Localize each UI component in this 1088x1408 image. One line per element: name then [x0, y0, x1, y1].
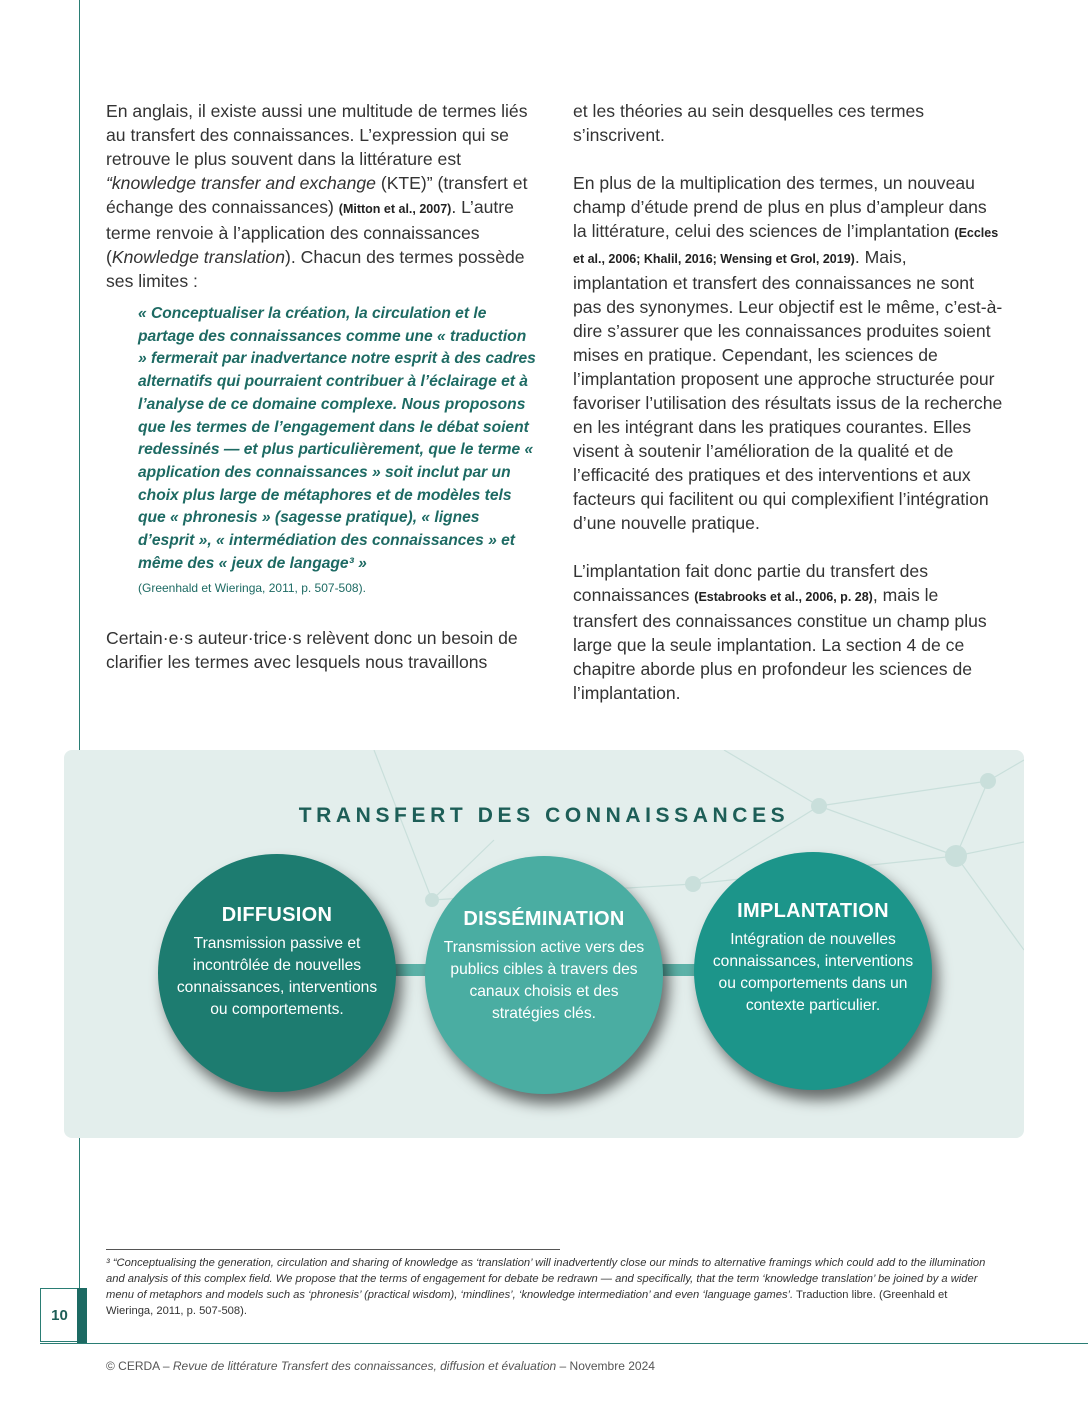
diffusion-circle: [158, 854, 396, 1092]
infographic-panel: [64, 750, 1024, 1138]
circle-heading: IMPLANTATION: [737, 900, 889, 922]
footnote: ³ “Conceptualising the generation, circulation and sharing of knowledge as ‘translation’ will inadvertently close our minds to alternative framings which could add to the illumination and analysis of this complex field. We propose that the terms of engagement for debate be redrawn — and specifically, that the term ‘knowledge translation’ be joined by a wider menu of metaphors and models such as ‘phronesis’ (practical wisdom), ‘mindlines’, ‘knowledge intermediation’ and even ‘language games’. Traduction libre. (Greenhald et Wieringa, 2011, p. 507-508).: [106, 1257, 986, 1317]
left-paragraph-2: Certain·e·s auteur·trice·s relèvent donc un besoin de clarifier les termes avec lesquels nous travaillons: [106, 628, 518, 673]
block-quote: [138, 303, 538, 600]
right-paragraph-2: En plus de la multiplication des termes, un nouveau champ d’étude prend de plus en plus d’ampleur dans la littérature, celui des sciences de l’implantation (Eccles et al., 2006; Khalil, 2016; Wensing et Grol, 2019). Mais, implantation et transfert des connaissances ne sont pas des synonymes. Leur objectif est le même, c’est-à-dire s’assurer que les connaissances produites soient mises en pratique. Cependant, les sciences de l’implantation proposent une approche structurée pour favoriser l’utilisation des résultats issus de la recherche en les intégrant dans les pratiques courantes. Elles visent à soutenir l’amélioration de la qualité et de l’efficacité des pratiques et des interventions et aux facteurs qui facilitent ou qui complexifient l’intégration d’une nouvelle pratique.: [573, 173, 1003, 533]
page-number: 10: [40, 1288, 78, 1342]
dissemination-circle: [425, 856, 663, 1094]
kte-term: “knowledge transfer and exchange: [106, 173, 376, 193]
page-number-bar: [77, 1288, 87, 1343]
circle-description: Intégration de nouvelles connaissances, interventions ou comportements dans un contexte particulier.: [712, 931, 914, 1014]
quote-citation: (Greenhald et Wieringa, 2011, p. 507-508).: [138, 581, 366, 596]
kt-term: Knowledge translation: [111, 247, 285, 267]
circle-description: Transmission passive et incontrôlée de nouvelles connaissances, interventions ou comportements.: [176, 935, 378, 1018]
right-paragraph-3: L’implantation fait donc partie du transfert des connaissances (Estabrooks et al., 2006, p. 28), mais le transfert des connaissances constitue un champ plus large que la seule implantation. La section 4 de ce chapitre aborde plus en profondeur les sciences de l’implantation.: [573, 561, 987, 703]
page-footer: © CERDA – Revue de littérature Transfert des connaissances, diffusion et évaluation – Novembre 2024: [106, 1359, 655, 1373]
citation: (Eccles et al., 2006; Khalil, 2016; Wensing et Grol, 2019): [573, 226, 999, 266]
margin-rule-vertical: [79, 0, 80, 1343]
implantation-circle: [694, 852, 932, 1090]
left-column: [106, 99, 538, 674]
citation: (Mitton et al., 2007): [338, 202, 452, 216]
circle-description: Transmission active vers des publics cibles à travers des canaux choisis et des stratégies clés.: [443, 939, 645, 1022]
circle-heading: DIFFUSION: [221, 904, 333, 926]
quote-text: « Conceptualiser la création, la circulation et le partage des connaissances comme une « traduction » fermerait par inadvertance notre esprit à des cadres alternatifs qui pourraient contribuer à l’éclairage et à l’analyse de ce domaine complexe. Nous proposons que les termes de l’engagement dans le débat soient redessinés — et plus particulièrement, que le terme « application des connaissances » soit inclut par un choix plus large de métaphores et de modèles tels que « phronesis » (sagesse pratique), « lignes d’esprit », « intermédiation des connaissances » et même des « jeux de langage³ »: [138, 305, 536, 572]
footnote-rule: [106, 1249, 560, 1250]
right-column: [573, 99, 1005, 705]
citation: (Estabrooks et al., 2006, p. 28): [694, 590, 873, 604]
infographic-title: TRANSFERT DES CONNAISSANCES: [298, 804, 790, 827]
right-paragraph-1: et les théories au sein desquelles ces termes s’inscrivent.: [573, 101, 925, 145]
circle-heading: DISSÉMINATION: [463, 908, 625, 930]
left-paragraph-1: En anglais, il existe aussi une multitude de termes liés au transfert des connaissances. L’expression qui se retrouve le plus souvent dans la littérature est “knowledge transfer and exchange (KTE)” (transfert et échange des connaissances) (Mitton et al., 2007). L’autre terme renvoie à l’application des connaissances (Knowledge translation). Chacun des termes possède ses limites :: [106, 101, 528, 291]
margin-rule-horizontal: [40, 1343, 1088, 1344]
